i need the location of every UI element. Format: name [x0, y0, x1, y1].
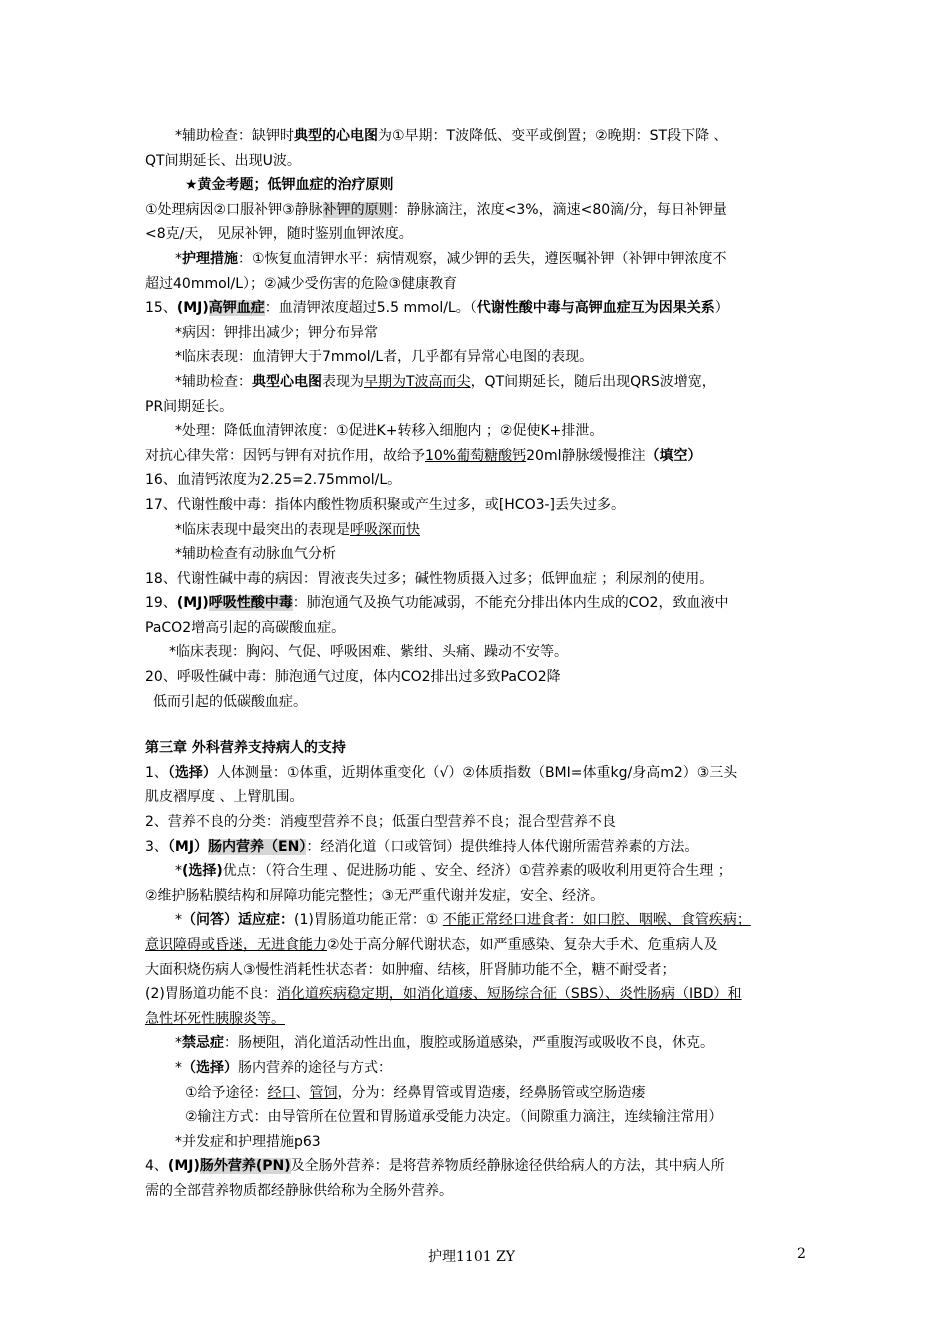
paragraph-line: ①处理病因②口服补钾③静脉补钾的原则：静脉滴注，浓度<3%，滴速<80滴/分，每日补钾量 — [145, 201, 727, 218]
paragraph-line: 16、血清钙浓度为2.25=2.75mmol/L。 — [145, 472, 402, 489]
paragraph-line: 2、营养不良的分类：消瘦型营养不良；低蛋白型营养不良；混合型营养不良 — [145, 814, 616, 831]
paragraph-line: 3、（MJ）肠内营养（EN）：经消化道（口或管饲）提供维持人体代谢所需营养素的方法。 — [145, 838, 699, 855]
paragraph-line: *护理措施：①恢复血清钾水平：病情观察，减少钾的丢失，遵医嘱补钾（补钾中钾浓度不 — [175, 250, 727, 267]
paragraph-line: *并发症和护理措施p63 — [175, 1133, 321, 1150]
paragraph-line: 19、(MJ)呼吸性酸中毒：肺泡通气及换气功能减弱，不能充分排出体内生成的CO2，致血液中 — [145, 595, 729, 612]
paragraph-line: *临床表现：胸闷、气促、呼吸困难、紫绀、头痛、躁动不安等。 — [169, 644, 568, 661]
paragraph-line: *辅助检查：典型心电图表现为早期为T波高而尖，QT间期延长，随后出现QRS波增宽， — [175, 373, 716, 390]
footer-label: 护理1101 ZY — [428, 1249, 516, 1265]
page-body — [145, 124, 815, 1204]
paragraph-line: (2)胃肠道功能不良：消化道疾病稳定期，如消化道瘘、短肠综合征（SBS）、炎性肠病（IBD）和 — [145, 986, 742, 1003]
chapter-heading: 第三章 外科营养支持病人的支持 — [145, 740, 346, 757]
paragraph-line: *禁忌症：肠梗阻，消化道活动性出血，腹腔或肠道感染，严重腹泻或吸收不良，休克。 — [175, 1035, 714, 1052]
spacer — [145, 714, 815, 736]
paragraph-line: *病因：钾排出减少；钾分布异常 — [175, 324, 378, 341]
paragraph-line: 低而引起的低碳酸血症。 — [153, 693, 307, 710]
paragraph-line: 17、代谢性酸中毒：指体内酸性物质积聚或产生过多，或[HCO3-]丢失过多。 — [145, 496, 626, 513]
paragraph-line: 4、(MJ)肠外营养(PN)及全肠外营养：是将营养物质经静脉途径供给病人的方法，其中病人所 — [145, 1158, 725, 1175]
paragraph-line: *（问答）适应症：(1)胃肠道功能正常：① 不能正常经口进食者：如口腔、咽喉、食管疾病； — [175, 912, 751, 929]
paragraph-line: PR间期延长。 — [145, 398, 234, 415]
paragraph-line: 对抗心律失常：因钙与钾有对抗作用，故给予10%葡萄糖酸钙20ml静脉缓慢推注（填空） — [145, 447, 702, 464]
paragraph-line: ②输注方式：由导管所在位置和胃肠道承受能力决定。（间隙重力滴注，连续输注常用） — [185, 1109, 723, 1126]
paragraph-line: *（选择）肠内营养的途径与方式： — [175, 1059, 392, 1076]
paragraph-line: 18、代谢性碱中毒的病因：胃液丧失过多；碱性物质摄入过多；低钾血症 ；利尿剂的使用。 — [145, 570, 714, 587]
paragraph-line: PaCO2增高引起的高碳酸血症。 — [145, 619, 346, 636]
paragraph-line: 超过40mmol/L）；②减少受伤害的危险③健康教育 — [145, 275, 458, 292]
paragraph-line: QT间期延长、出现U波。 — [145, 152, 301, 169]
paragraph-line: 急性坏死性胰腺炎等。 — [145, 1010, 285, 1027]
paragraph-line: 需的全部营养物质都经静脉供给称为全肠外营养。 — [145, 1182, 453, 1199]
paragraph-line: *处理：降低血清钾浓度：①促进K+转移入细胞内 ；②促使K+排泄。 — [175, 423, 604, 440]
paragraph-line: 大面积烧伤病人③慢性消耗性状态者：如肿瘤、结核，肝肾肺功能不全，糖不耐受者； — [145, 961, 676, 978]
paragraph-line: 15、(MJ)高钾血症：血清钾浓度超过5.5 mmol/L。（代谢性酸中毒与高钾血症互为因果关系） — [145, 300, 729, 317]
paragraph-line: ②维护肠粘膜结构和屏障功能完整性；③无严重代谢并发症，安全、经济。 — [145, 887, 605, 904]
paragraph-line: 意识障碍或昏迷，无进食能力②处于高分解代谢状态，如严重感染、复杂大手术、危重病人及 — [145, 937, 718, 953]
paragraph-line: <8克/天， 见尿补钾，随时鉴别血钾浓度。 — [145, 226, 413, 243]
paragraph-line: 肌皮褶厚度 、上臂肌围。 — [145, 789, 304, 806]
paragraph-line: ①给予途径：经口、管饲，分为：经鼻胃管或胃造瘘，经鼻肠管或空肠造瘘 — [185, 1084, 646, 1101]
paragraph-line: *临床表现中最突出的表现是呼吸深而快 — [175, 521, 420, 538]
paragraph-line: 20、呼吸性碱中毒：肺泡通气过度，体内CO2排出过多致PaCO2降 — [145, 669, 561, 686]
paragraph-line: *临床表现：血清钾大于7mmol/L者，几乎都有异常心电图的表现。 — [175, 349, 594, 366]
paragraph-line: *辅助检查：缺钾时典型的心电图为①早期：T波降低、变平或倒置；②晚期：ST段下降 、 — [175, 128, 728, 144]
page-number: 2 — [797, 1246, 806, 1262]
exam-highlight-heading: ★黄金考题；低钾血症的治疗原则 — [185, 177, 394, 194]
paragraph-line: *(选择)优点：（符合生理 、促进肠功能 、安全、经济）①营养素的吸收利用更符合生理 ； — [175, 863, 732, 880]
paragraph-line: *辅助检查有动脉血气分析 — [175, 546, 336, 563]
paragraph-line: 1、（选择）人体测量：①体重，近期体重变化（√）②体质指数（BMI=体重kg/身高m2）③三头 — [145, 764, 738, 781]
